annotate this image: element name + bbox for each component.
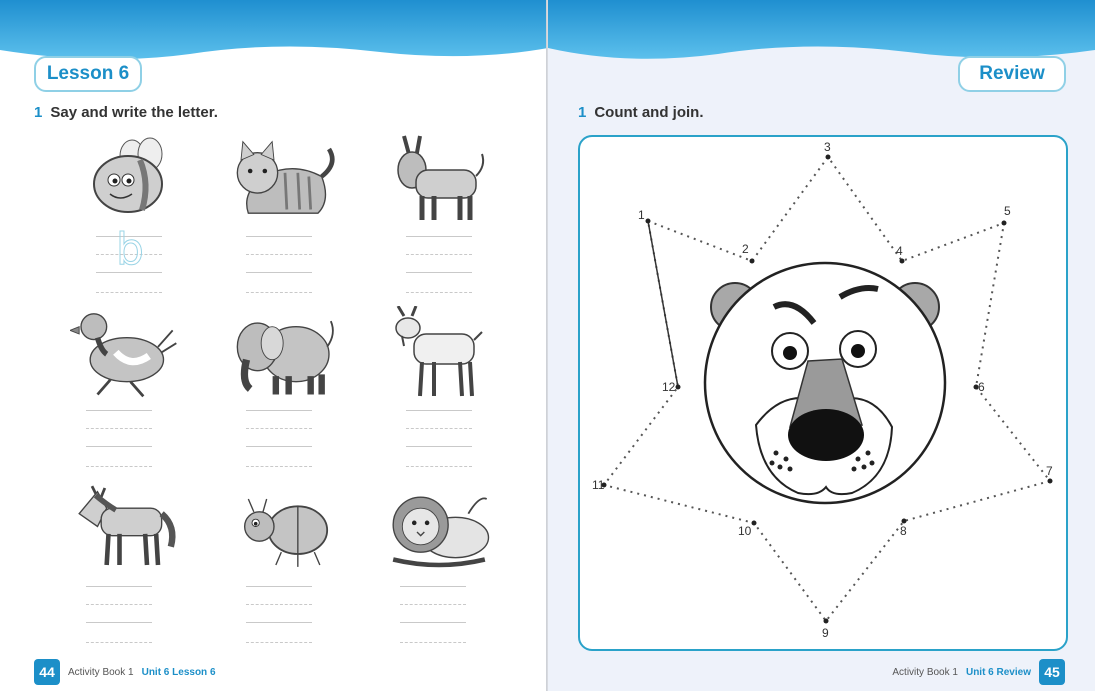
cat-icon	[230, 132, 340, 232]
joined-line	[648, 221, 678, 387]
ladybird-icon	[230, 482, 340, 582]
dot-label: 3	[824, 140, 831, 154]
page-number: 45	[1039, 659, 1065, 685]
dot-label: 4	[896, 244, 903, 258]
left-footer	[34, 659, 224, 685]
animal-cell-lion	[384, 482, 494, 662]
animal-cell-duck	[70, 306, 180, 486]
dot-label: 1	[638, 208, 645, 222]
animal-cell-ladybird	[230, 482, 340, 662]
animal-cell-elephant	[230, 306, 340, 486]
unit-label: Unit 6 Review	[965, 666, 1031, 678]
dot-label: 6	[978, 380, 985, 394]
review-tab: Review	[958, 56, 1066, 92]
elephant-icon	[230, 306, 340, 406]
instruction	[34, 104, 218, 121]
instruction-text: Count and join.	[594, 104, 704, 121]
animal-cell-horse	[70, 482, 180, 662]
lesson-tab: Lesson 6	[34, 56, 142, 92]
horse-icon	[70, 482, 180, 582]
instruction-text: Say and write the letter.	[50, 104, 218, 121]
dot-label: 5	[1004, 204, 1011, 218]
book-name: Activity Book 1	[892, 666, 958, 678]
dot-to-dot-picture[interactable]	[580, 137, 1066, 649]
dot-label: 10	[738, 524, 752, 538]
trace-letter: b	[116, 224, 144, 275]
unit-label: Unit 6 Lesson 6	[141, 666, 216, 678]
animal-cell-bee	[80, 132, 190, 312]
animal-cell-donkey	[390, 132, 500, 312]
dot-label: 2	[742, 242, 749, 256]
bee-icon	[80, 132, 190, 232]
dot-label: 8	[900, 524, 907, 538]
dot-label: 11	[592, 478, 605, 492]
instruction	[578, 104, 704, 121]
bear-face	[705, 263, 945, 503]
goat-icon	[390, 306, 500, 406]
dot-to-dot-frame	[578, 135, 1068, 651]
page-number: 44	[34, 659, 60, 685]
dot-label: 7	[1046, 464, 1053, 478]
right-page	[548, 0, 1095, 691]
animal-cell-goat	[390, 306, 500, 486]
right-footer	[892, 659, 1065, 685]
exercise-number: 1	[578, 104, 587, 121]
dot-label: 12	[662, 380, 676, 394]
exercise-number: 1	[34, 104, 43, 121]
animal-cell-cat	[230, 132, 340, 312]
dot-label: 9	[822, 626, 829, 640]
book-name: Activity Book 1	[68, 666, 134, 678]
donkey-icon	[390, 132, 500, 232]
duck-icon	[70, 306, 180, 406]
lion-icon	[384, 482, 494, 582]
